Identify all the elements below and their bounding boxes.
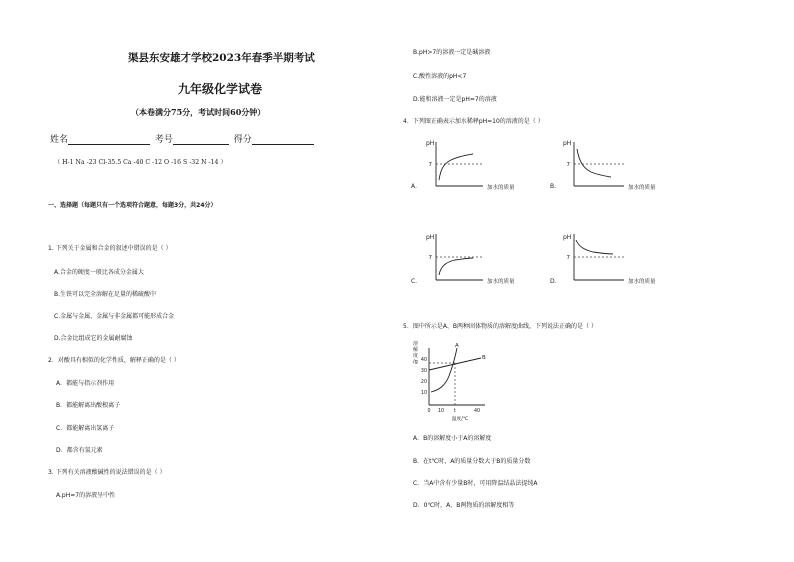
q3-option-c: C.酸性溶液的pH<7 [413,73,467,80]
solubility-chart [405,336,505,426]
graph-b-x-label: 加水的质量 [628,185,656,191]
q3-option-d: D.能和溶液一定是pH=7的溶液 [413,96,497,103]
q5-stem: 5．图中所示是A、B两种固体物质的溶解度曲线，下列说法正确的是（ ） [403,323,597,330]
graph-d-ref-label: 7 [566,255,570,261]
name-blank[interactable] [68,136,150,145]
graph-b-letter: B． [550,183,561,190]
school-title: 渠县东安雄才学校2023年春季半期考试 [128,52,315,64]
chart-x-tick-10: 10 [437,409,445,414]
chart-x-tick-40: 40 [473,409,481,414]
q1-option-c: C.金属与金属、金属与非金属都可能形成合金 [54,313,175,320]
chart-y-tick-40: 40 [420,358,427,363]
chart-y-label-3: 度 [413,353,419,359]
graph-c-x-label: 加水的质量 [487,279,515,285]
graph-c-curve [439,258,473,275]
q5-option-d: D．0℃时，A、B两物质的溶解度相等 [413,502,515,509]
q4-stem: 4．下列图正确表示加水稀释pH=10的溶液的是（ ） [403,118,544,125]
graph-d-x-label: 加水的质量 [628,279,656,285]
graph-a-y-label: pH [426,140,435,147]
chart-y-label-1: 溶 [413,341,419,347]
q2-option-a: A．都能与指示剂作用 [56,380,115,387]
curve-a-label: A [455,343,459,349]
q4-graphs [405,135,715,295]
score-label: 得分 [233,135,252,145]
atomic-masses: （ H-1 Na -23 Cl-35.5 Ca -40 C -12 O -16 S -32 N -14 ） [54,159,227,166]
graph-a-ref-label: 7 [428,162,432,168]
name-label: 姓名 [50,135,69,145]
graph-d-letter: D． [550,278,561,285]
number-label: 考号 [154,135,173,145]
q2-option-d: D．都含有氢元素 [56,447,103,454]
chart-y-label-2: 解 [413,347,419,353]
q1-option-d: D.合金比组成它的金属耐腐蚀 [54,335,133,342]
graph-b-y-label: pH [563,140,572,147]
q3-option-b: B.pH>7的溶液一定是碱溶液 [413,49,491,56]
q3-option-a: A.pH=7的溶液呈中性 [56,492,116,499]
graph-c [411,234,515,285]
section-heading: 一、选择题（每题只有一个选项符合题意，每题3分，共24分） [48,202,217,209]
q1-stem: 1. 下列关于金属和合金的叙述中错误的是（ ） [48,245,172,252]
graph-b [550,140,656,191]
chart-x-label: 温度/℃ [451,417,469,422]
chart-x-tick-t: t [454,409,456,414]
graph-b-ref-label: 7 [566,162,570,168]
graph-d-curve [576,240,613,254]
q2-option-c: C．都能解离出氢离子 [56,425,115,432]
chart-y-tick-30: 30 [420,369,427,374]
graph-a [411,140,515,191]
q1-option-a: A.合金的硬度一般比各成分金属大 [54,269,144,276]
q5-option-c: C．当A中含有少量B时，可用降温结晶法提纯A [413,480,538,487]
chart-x-tick-0: 0 [427,409,431,414]
graph-d [550,234,656,285]
graph-b-curve [577,149,611,177]
q5-option-a: A．B的溶解度小于A的溶解度 [413,435,492,442]
q2-stem: 2．对酸具有相似的化学性质，解释正确的是（ ） [48,357,180,364]
chart-y-tick-20: 20 [420,380,427,385]
graph-c-letter: C． [411,278,422,285]
q2-option-b: B．都能解离出酸根离子 [56,402,121,409]
subject-title: 九年级化学试卷 [178,82,263,96]
graph-c-y-label: pH [426,234,435,241]
q5-option-b: B．在t℃时，A的质量分数大于B的质量分数 [413,458,531,465]
exam-note: （本卷满分75分，考试时间60分钟） [131,107,266,117]
curve-b-label: B [482,355,486,361]
graph-a-x-label: 加水的质量 [487,185,515,191]
graph-a-letter: A． [411,183,422,190]
number-blank[interactable] [173,136,229,145]
graph-c-ref-label: 7 [428,255,432,261]
chart-y-tick-10: 10 [420,391,427,396]
score-blank[interactable] [252,136,314,145]
q1-option-b: B.生铁可以完全溶解在足量的稀硫酸中 [54,291,157,298]
q3-stem: 3. 下列有关溶液酸碱性的说法错误的是（ ） [48,469,166,476]
chart-y-label-4: /g [413,359,418,365]
student-info-row [50,132,314,145]
curve-a [431,348,457,392]
graph-a-curve [439,154,473,180]
graph-d-y-label: pH [563,234,572,241]
